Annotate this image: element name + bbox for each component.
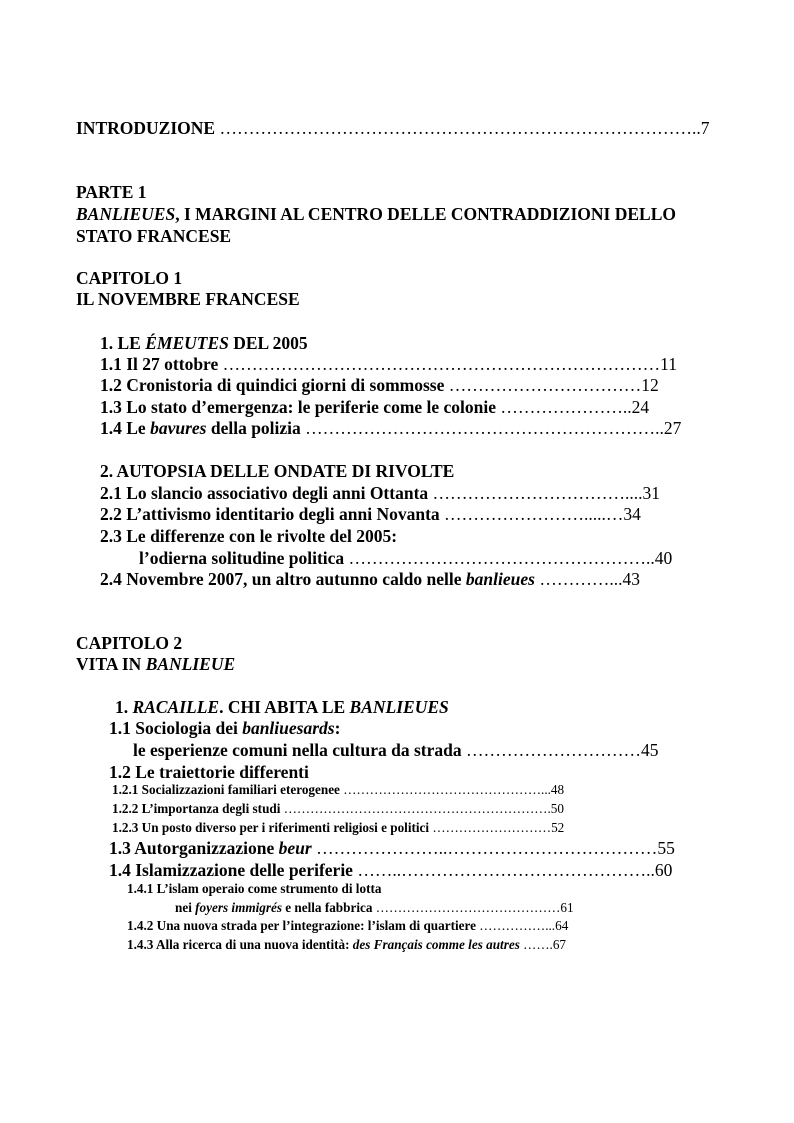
chapter-heading: CAPITOLO 1 (76, 268, 183, 288)
toc-leader-dots: ……………………………………………………………………….. (219, 118, 701, 138)
section-title-rest: . CHI ABITA LE (219, 697, 350, 717)
toc-leader-dots: …………………………………………………….. (305, 418, 664, 438)
toc-entry-label-italic: beur (278, 838, 312, 858)
section-title-rest: DEL 2005 (228, 333, 308, 353)
toc-page-number: 31 (642, 483, 661, 503)
toc-entry-label: 1.4.3 Alla ricerca di una nuova identità: (127, 937, 353, 952)
toc-entry-label: 1.4 Le (100, 418, 151, 438)
toc-entry-label-italic: des Français comme les autres (352, 937, 520, 952)
section-number: 1. LE (100, 333, 146, 353)
toc-entry[interactable] (109, 860, 672, 881)
toc-page-number: 50 (550, 801, 564, 816)
toc-entry-introduzione[interactable] (76, 118, 709, 139)
toc-entry-label: 1.2 Cronistoria di quindici giorni di sommosse (100, 375, 445, 395)
section-heading: 2. AUTOPSIA DELLE ONDATE DI RIVOLTE (100, 461, 455, 481)
part-heading: PARTE 1 (76, 182, 147, 202)
toc-entry-label: 1.2.1 Socializzazioni familiari eterogenee (112, 782, 340, 797)
toc-entry[interactable] (100, 397, 649, 418)
toc-leader-dots: ………………………… (465, 740, 641, 760)
toc-page-number: 64 (555, 918, 569, 933)
toc-leader-dots: …………………..……………………………… (316, 838, 658, 858)
toc-leader-dots: ……..…………………………………….. (357, 860, 655, 880)
toc-entry-label: 2.4 Novembre 2007, un altro autunno caldo nelle (100, 569, 466, 589)
section-title-italic: RACAILLE (132, 697, 220, 717)
section-title-italic: ÉMEUTES (145, 333, 229, 353)
toc-entry-label: nei (175, 900, 196, 915)
toc-entry-label-italic: foyers immigrés (195, 900, 282, 915)
toc-leader-dots: …………………………………………….. (348, 548, 655, 568)
toc-entry[interactable] (100, 504, 641, 525)
toc-leader-dots: ………………………………………………………………… (222, 354, 661, 374)
toc-page-number: 43 (622, 569, 640, 589)
toc-entry[interactable] (112, 781, 564, 798)
toc-leader-dots: …………………………… (448, 375, 642, 395)
toc-page-number: 27 (663, 418, 682, 438)
section-number: 1. (115, 697, 133, 717)
toc-entry-label: 1.1 Il 27 ottobre (100, 354, 219, 374)
toc-entry-label-italic: banliuesards (242, 718, 335, 738)
toc-page-number: 67 (552, 937, 566, 952)
toc-entry[interactable] (175, 899, 574, 916)
section-title-italic: BANLIEUES (349, 697, 449, 717)
toc-leader-dots: ………………………………………... (343, 782, 551, 797)
chapter-title (76, 654, 235, 675)
toc-entry-label: INTRODUZIONE (76, 118, 216, 138)
toc-entry[interactable] (139, 548, 672, 569)
toc-entry[interactable] (127, 936, 566, 953)
toc-entry[interactable] (100, 375, 659, 396)
chapter-title-text: VITA IN (76, 654, 146, 674)
toc-entry[interactable] (100, 483, 660, 504)
toc-page-number: 48 (550, 782, 565, 797)
toc-leader-dots: …………………………………… (375, 900, 561, 915)
toc-entry-label: 2.2 L’attivismo identitario degli anni Novanta (100, 504, 440, 524)
toc-page-number: 52 (551, 820, 565, 835)
toc-page-number: 24 (631, 397, 650, 417)
toc-entry-label: 1.2.3 Un posto diverso per i riferimenti religiosi e politici (112, 820, 430, 835)
toc-entry[interactable] (112, 800, 564, 817)
toc-leader-dots: …………... (539, 569, 623, 589)
toc-entry-label (109, 718, 340, 739)
toc-entry-label: l’odierna solitudine politica (139, 548, 345, 568)
chapter-title-italic: BANLIEUE (145, 654, 236, 674)
toc-subheading: 1.2 Le traiettorie differenti (109, 762, 309, 782)
toc-leader-dots: ……………………………………………………. (283, 801, 551, 816)
toc-entry-label-italic: banlieues (465, 569, 535, 589)
part-title-line2: STATO FRANCESE (76, 226, 232, 246)
toc-entry[interactable] (100, 569, 640, 590)
section-heading (115, 697, 449, 718)
toc-leader-dots: ……………... (479, 918, 556, 933)
toc-entry-label: e nella fabbrica (281, 900, 373, 915)
toc-entry[interactable] (112, 819, 564, 836)
toc-entry-label: 1.3 Lo stato d’emergenza: le periferie come le colonie (100, 397, 497, 417)
toc-entry-label-text: : (334, 718, 341, 738)
toc-entry-label: 1.2.2 L’importanza degli studi (112, 801, 281, 816)
toc-entry[interactable] (127, 917, 568, 934)
toc-entry[interactable] (100, 354, 677, 375)
toc-page-number: 34 (623, 504, 641, 524)
toc-entry-label: 1.4 Islamizzazione delle periferie (109, 860, 353, 880)
toc-leader-dots: ………………….. (500, 397, 632, 417)
toc-page-number: 7 (700, 118, 710, 138)
toc-page-number: 40 (654, 548, 673, 568)
toc-entry-label: 2.1 Lo slancio associativo degli anni Ottanta (100, 483, 429, 503)
part-title (76, 204, 676, 225)
toc-entry[interactable] (133, 740, 658, 761)
toc-entry-label: 2.3 Le differenze con le rivolte del 2005: (100, 526, 398, 546)
toc-entry-label-italic: bavures (150, 418, 207, 438)
chapter-title: IL NOVEMBRE FRANCESE (76, 289, 300, 309)
toc-entry-label-text: 1.1 Sociologia dei (109, 718, 243, 738)
toc-entry[interactable] (109, 838, 675, 859)
toc-page-number: 11 (660, 354, 678, 374)
toc-leader-dots: ……………………… (432, 820, 552, 835)
toc-entry-label: 1.4.2 Una nuova strada per l’integrazione: l’islam di quartiere (127, 918, 476, 933)
part-title-italic: BANLIEUES (76, 204, 176, 224)
toc-page-number: 12 (641, 375, 659, 395)
toc-entry-label: della polizia (206, 418, 301, 438)
section-heading (100, 333, 308, 354)
toc-leader-dots: ……. (523, 937, 553, 952)
toc-page-number: 61 (560, 900, 574, 915)
toc-entry[interactable] (100, 418, 681, 439)
toc-entry-label: 1.4.1 L’islam operaio come strumento di lotta (127, 881, 382, 896)
chapter-heading: CAPITOLO 2 (76, 633, 183, 653)
toc-leader-dots: …………………………….... (432, 483, 643, 503)
toc-page-number: 55 (657, 838, 675, 858)
toc-entry-label: le esperienze comuni nella cultura da strada (133, 740, 462, 760)
toc-page-number: 45 (640, 740, 659, 760)
part-title-rest: , I MARGINI AL CENTRO DELLE CONTRADDIZIONI DELLO (175, 204, 676, 224)
toc-entry-label: 1.3 Autorganizzazione (109, 838, 279, 858)
toc-page-number: 60 (654, 860, 673, 880)
toc-leader-dots: …………………….....… (444, 504, 624, 524)
